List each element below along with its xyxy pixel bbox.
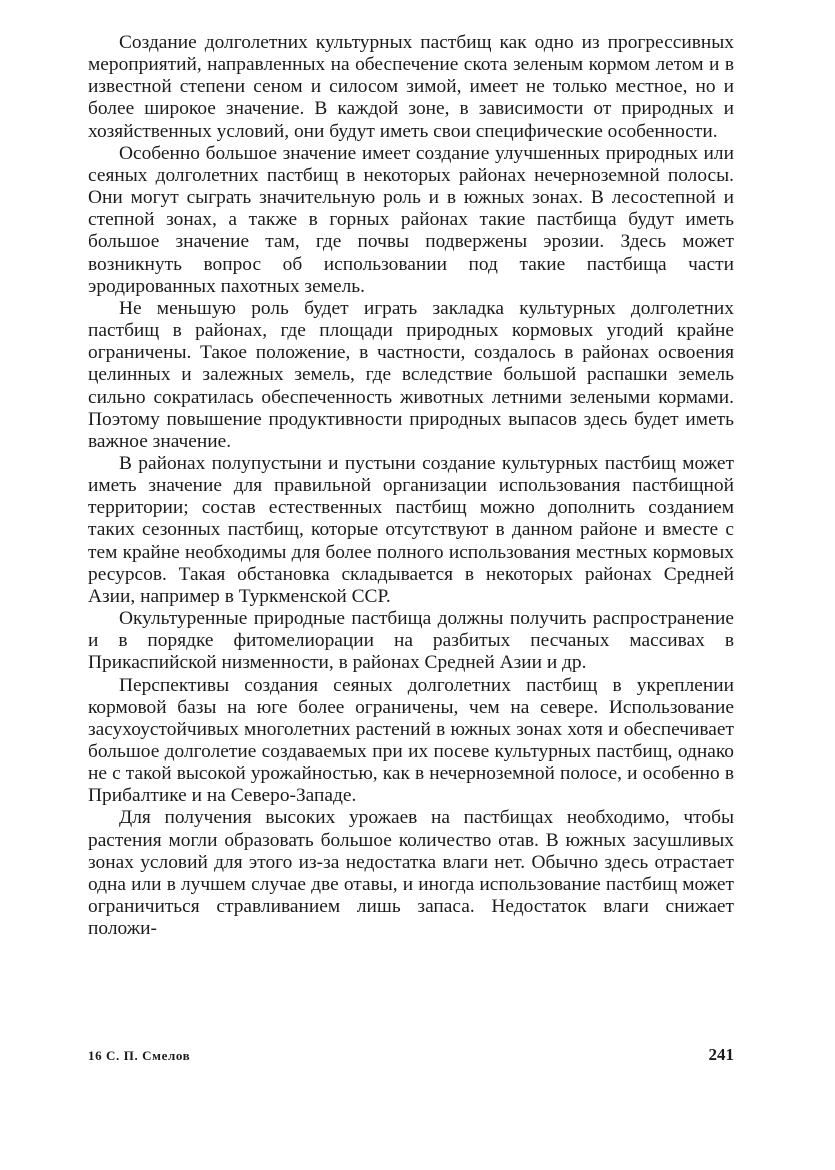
- body-text: [88, 32, 734, 940]
- page-footer: [88, 1045, 734, 1067]
- paragraph: Для получения высоких урожаев на пастбищах необходимо, чтобы растения могли образовать большое количество отав. В южных засушливых зонах условий для этого из-за недостатка влаги нет. Обычно здесь отрастает одна или в лучшем случае две отавы, и иногда использование пастбищ может ограничиться стравливанием лишь запаса. Недостаток влаги снижает положи-: [88, 807, 734, 940]
- printer-signature: 16 С. П. Смелов: [88, 1048, 191, 1063]
- page-number: 241: [708, 1045, 734, 1064]
- paragraph: Особенно большое значение имеет создание улучшенных природных или сеяных долголетних пастбищ в некоторых районах нечерноземной полосы. Они могут сыграть значительную роль и в южных зонах. В лесостепной и степной зонах, а также в горных районах такие пастбища будут иметь большое значение там, где почвы подвержены эрозии. Здесь может возникнуть вопрос об использовании под такие пастбища части эродированных пахотных земель.: [88, 142, 734, 297]
- paragraph: Не меньшую роль будет играть закладка культурных долголетних пастбищ в районах, где площади природных кормовых угодий крайне ограничены. Такое положение, в частности, создалось в районах освоения целинных и залежных земель, где вследствие большой распашки земель сильно сократилась обеспеченность животных летними зелеными кормами. Поэтому повышение продуктивности природных выпасов здесь будет иметь важное значение.: [88, 297, 734, 452]
- book-page: [88, 32, 734, 1132]
- paragraph: Окультуренные природные пастбища должны получить распространение и в порядке фитомелиорации на разбитых песчаных массивах в Прикаспийской низменности, в районах Средней Азии и др.: [88, 608, 734, 674]
- paragraph: В районах полупустыни и пустыни создание культурных пастбищ может иметь значение для правильной организации использования пастбищной территории; состав естественных пастбищ можно дополнить созданием таких сезонных пастбищ, которые отсутствуют в данном районе и вместе с тем крайне необходимы для более полного использования местных кормовых ресурсов. Такая обстановка складывается в некоторых районах Средней Азии, например в Туркменской ССР.: [88, 452, 734, 607]
- paragraph: Создание долголетних культурных пастбищ как одно из прогрессивных мероприятий, направленных на обеспечение скота зеленым кормом летом и в известной степени сеном и силосом зимой, имеет не только местное, но и более широкое значение. В каждой зоне, в зависимости от природных и хозяйственных условий, они будут иметь свои специфические особенности.: [88, 32, 734, 142]
- paragraph: Перспективы создания сеяных долголетних пастбищ в укреплении кормовой базы на юге более ограничены, чем на севере. Использование засухоустойчивых многолетних растений в южных зонах хотя и обеспечивает большое долголетие создаваемых при их посеве культурных пастбищ, однако не с такой высокой урожайностью, как в нечерноземной полосе, и особенно в Прибалтике и на Северо-Западе.: [88, 674, 734, 807]
